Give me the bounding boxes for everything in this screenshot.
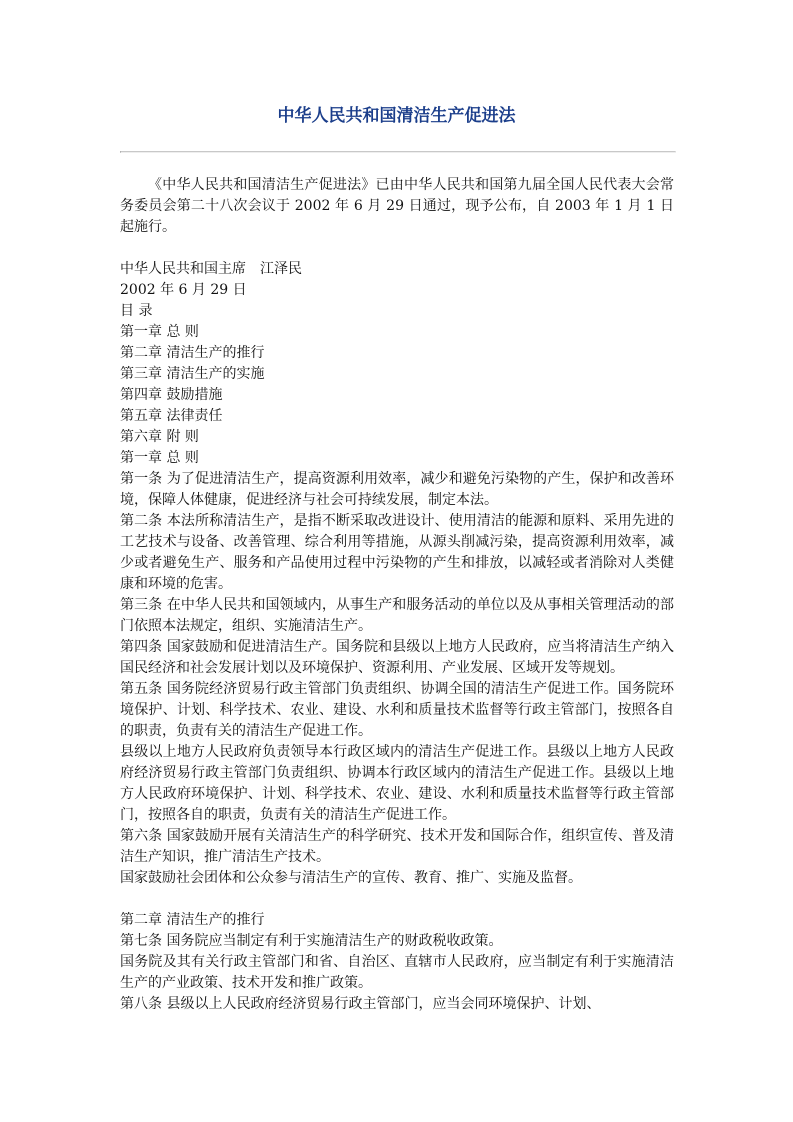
article-paragraph: 第四条 国家鼓励和促进清洁生产。国务院和县级以上地方人民政府，应当将清洁生产纳入国民经济和社会发展计划以及环境保护、资源利用、产业发展、区域开发等规划。 xyxy=(120,639,674,676)
toc-heading: 目 录 xyxy=(120,303,153,319)
article-paragraph: 第二条 本法所称清洁生产，是指不断采取改进设计、使用清洁的能源和原料、采用先进的工艺技术与设备、改善管理、综合利用等措施，从源头削减污染，提高资源利用效率，减少或者避免生产、服务和产品使用过程中污染物的产生和排放，以减轻或者消除对人类健康和环境的危害。 xyxy=(120,513,674,592)
chapter-heading: 第一章 总 则 xyxy=(120,450,199,466)
article-paragraph: 国务院及其有关行政主管部门和省、自治区、直辖市人民政府，应当制定有利于实施清洁生产的产业政策、技术开发和推广政策。 xyxy=(120,954,674,991)
document-body xyxy=(120,175,674,1015)
article-paragraph: 国家鼓励社会团体和公众参与清洁生产的宣传、教育、推广、实施及监督。 xyxy=(120,870,582,886)
article-paragraph: 第三条 在中华人民共和国领域内，从事生产和服务活动的单位以及从事相关管理活动的部门依照本法规定，组织、实施清洁生产。 xyxy=(120,597,674,634)
blank-line xyxy=(120,889,674,910)
article-paragraph: 第五条 国务院经济贸易行政主管部门负责组织、协调全国的清洁生产促进工作。国务院环境保护、计划、科学技术、农业、建设、水利和质量技术监督等行政主管部门，按照各自的职责，负责有关的清洁生产促进工作。 xyxy=(120,681,674,739)
toc-item: 第一章 总 则 xyxy=(120,324,199,340)
article-paragraph: 县级以上地方人民政府负责领导本行政区域内的清洁生产促进工作。县级以上地方人民政府经济贸易行政主管部门负责组织、协调本行政区域内的清洁生产促进工作。县级以上地方人民政府环境保护、计划、科学技术、农业、建设、水利和质量技术监督等行政主管部门，按照各自的职责，负责有关的清洁生产促进工作。 xyxy=(120,744,674,823)
chapter-heading: 第二章 清洁生产的推行 xyxy=(120,912,265,928)
toc-item: 第五章 法律责任 xyxy=(120,408,223,424)
date-line: 2002 年 6 月 29 日 xyxy=(120,282,247,298)
page-title: 中华人民共和国清洁生产促进法 xyxy=(277,106,516,126)
article-paragraph: 第七条 国务院应当制定有利于实施清洁生产的财政税收政策。 xyxy=(120,933,503,949)
toc-item: 第四章 鼓励措施 xyxy=(120,387,223,403)
toc-item: 第二章 清洁生产的推行 xyxy=(120,345,265,361)
article-paragraph: 第一条 为了促进清洁生产，提高资源利用效率，减少和避免污染物的产生，保护和改善环境，保障人体健康，促进经济与社会可持续发展，制定本法。 xyxy=(120,471,674,508)
article-paragraph: 第六条 国家鼓励开展有关清洁生产的科学研究、技术开发和国际合作，组织宣传、普及清洁生产知识，推广清洁生产技术。 xyxy=(120,828,674,865)
title-divider xyxy=(120,151,676,153)
toc-item: 第三章 清洁生产的实施 xyxy=(120,366,265,382)
article-paragraph: 第八条 县级以上人民政府经济贸易行政主管部门，应当会同环境保护、计划、 xyxy=(120,996,601,1012)
signatory-line: 中华人民共和国主席 江泽民 xyxy=(120,261,302,277)
blank-line xyxy=(120,238,674,259)
toc-item: 第六章 附 则 xyxy=(120,429,199,445)
preamble-paragraph: 《中华人民共和国清洁生产促进法》已由中华人民共和国第九届全国人民代表大会常务委员会第二十八次会议于 2002 年 6 月 29 日通过，现予公布，自 2003 年 1 月 1 日起施行。 xyxy=(120,177,674,235)
